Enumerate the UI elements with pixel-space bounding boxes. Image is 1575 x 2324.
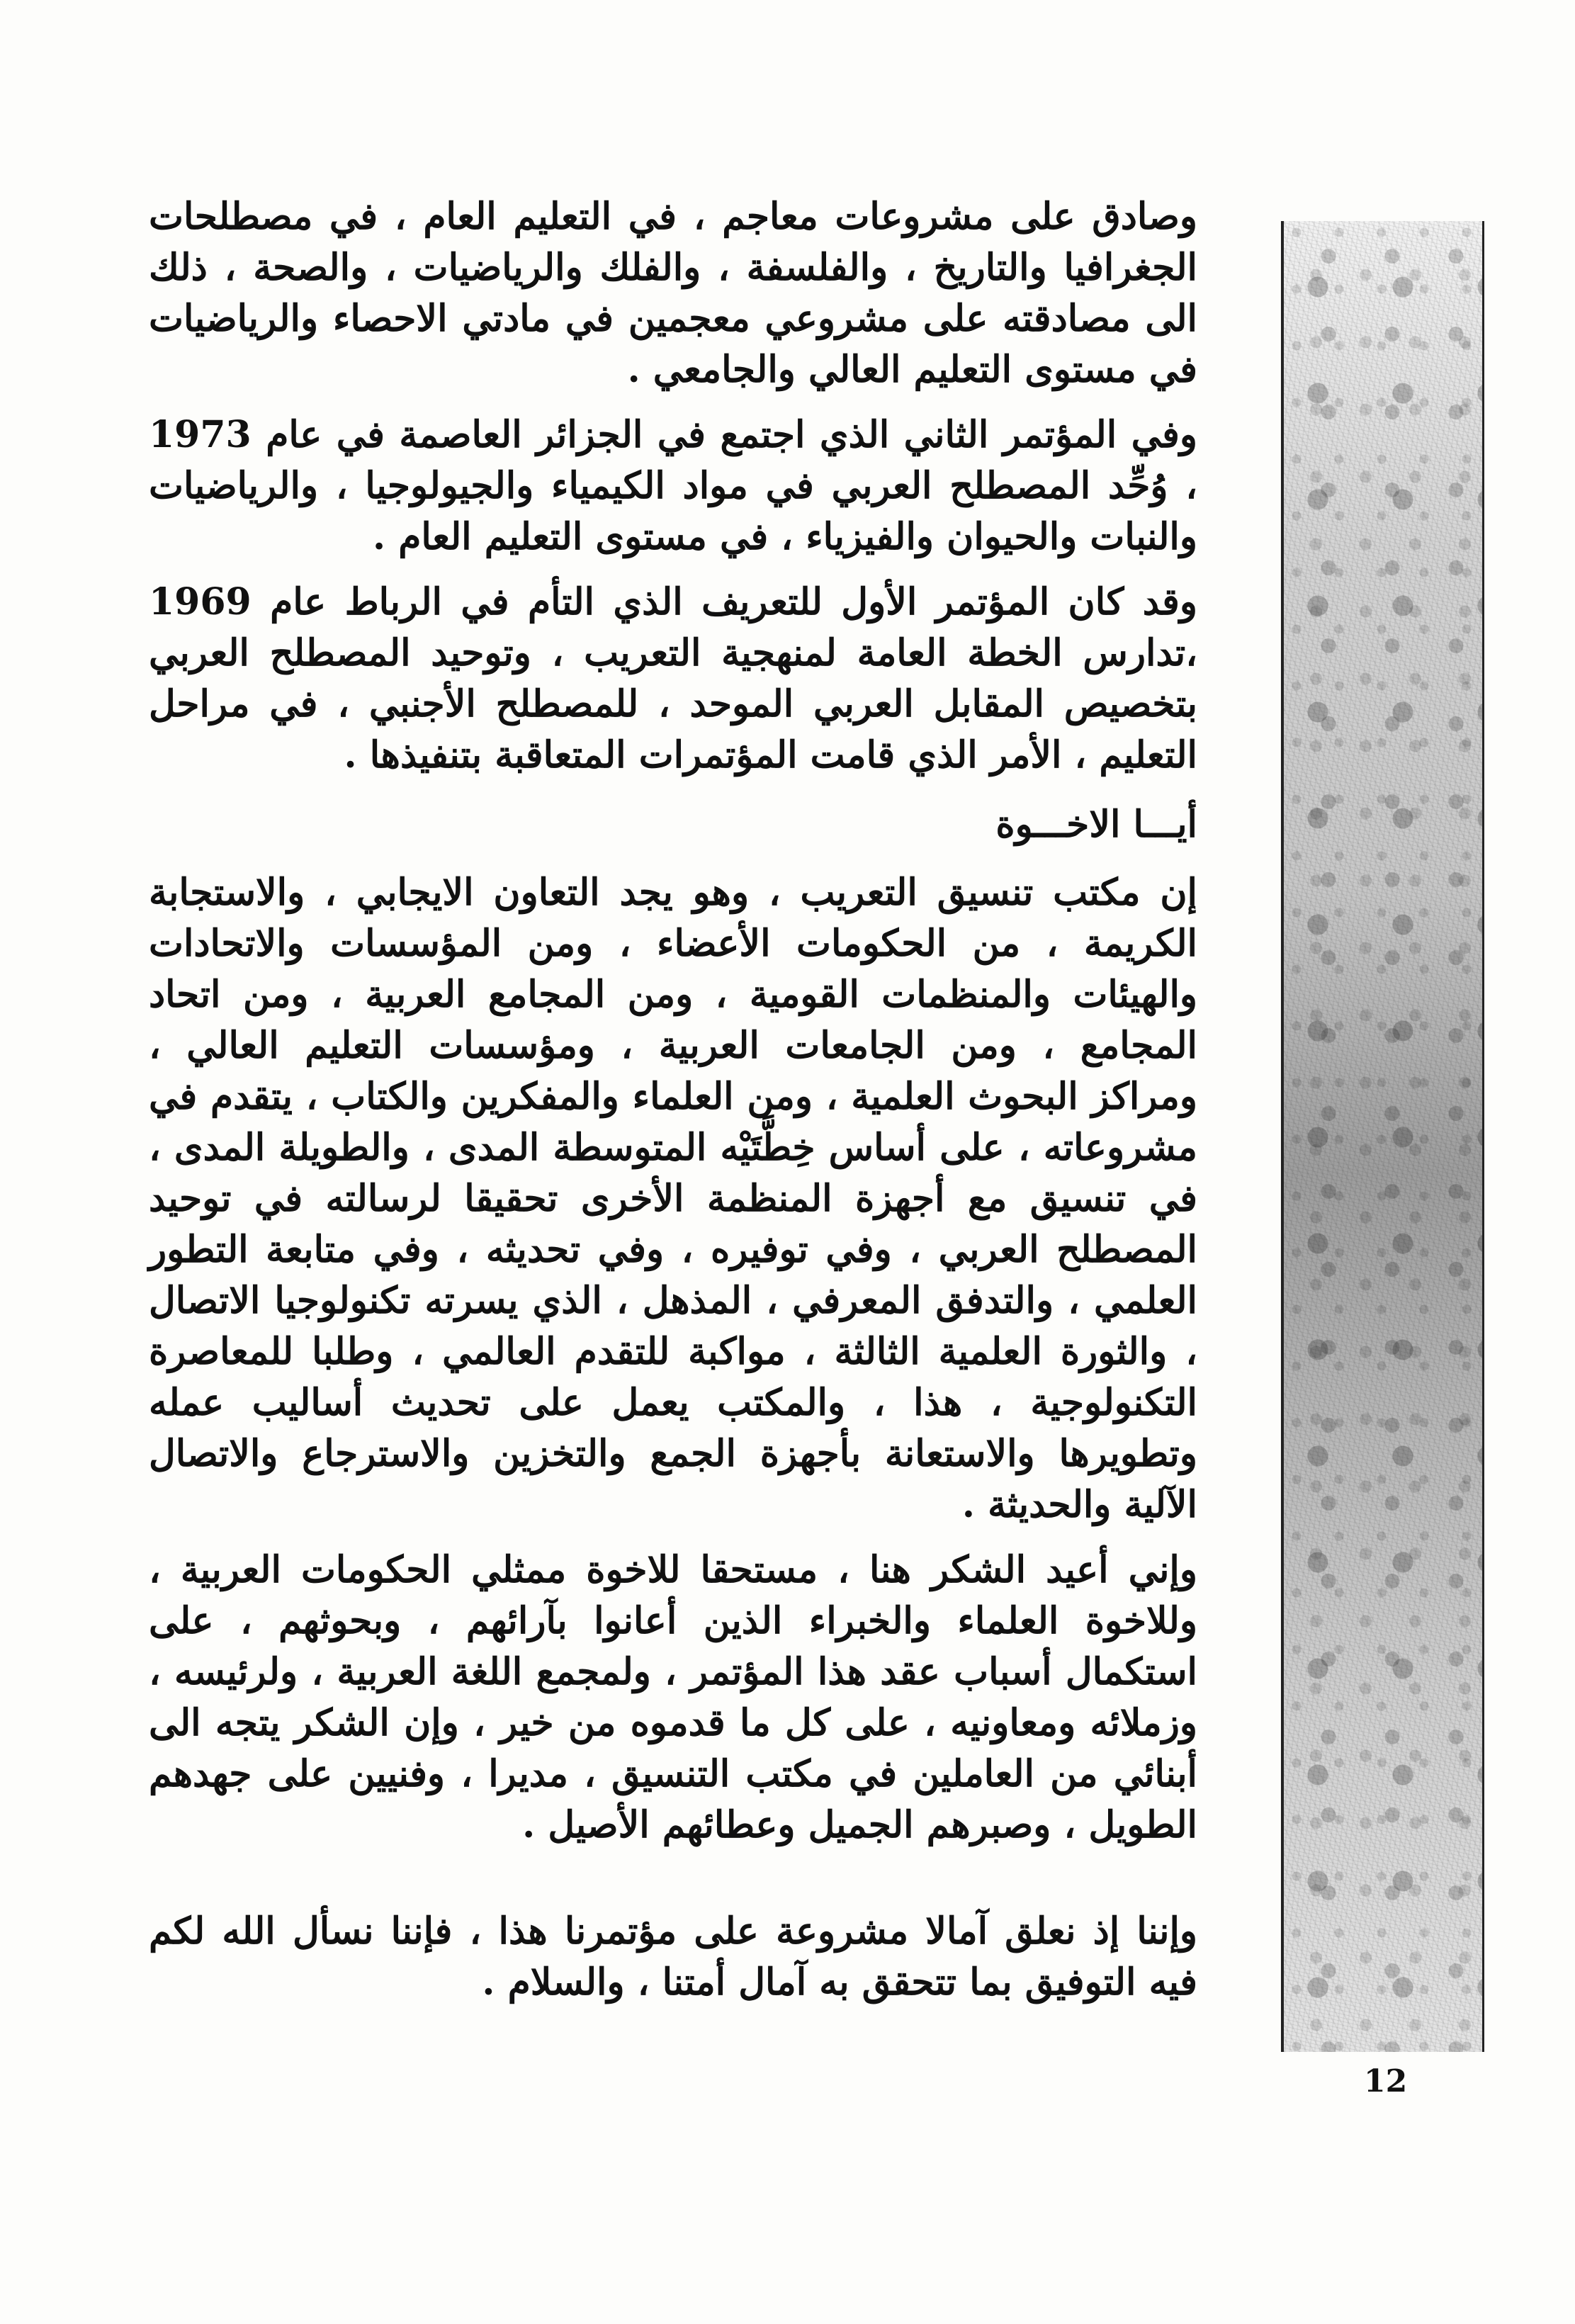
paragraph-thanks: وإني أعيد الشكر هنا ، مستحقا للاخوة ممثلي الحكومات العربية ، وللاخوة العلماء والخبراء الذين أعانوا بآرائهم ، وبحوثهم ، على استكمال أسباب عقد هذا المؤتمر ، ولمجمع اللغة العربية ، ولرئيسه ، وزملائه ومعاونيه ، على كل ما قدموه من خير ، وإن الشكر يتجه الى أبنائي من العاملين في مكتب التنسيق ، مديرا ، وفنيين على جهدهم الطويل ، وصبرهم الجميل وعطائهم الأصيل .: [149, 1548, 1197, 1846]
page-number: 12: [1364, 2063, 1408, 2099]
paragraph-coordination-office: إن مكتب تنسيق التعريب ، وهو يجد التعاون الايجابي ، والاستجابة الكريمة ، من الحكومات الأعضاء ، ومن المؤسسات والاتحادات والهيئات والمنظمات القومية ، ومن المجامع العربية ، ومن اتحاد المجامع ، ومن الجامعات العربية ، ومؤسسات التعليم العالي ، ومراكز البحوث العلمية ، ومن العلماء والمفكرين والكتاب ، يتقدم في مشروعاته ، على أساس خِطَّتَيْه المتوسطة المدى ، والطويلة المدى ، في تنسيق مع أجهزة المنظمة الأخرى تحقيقا لرسالته في توحيد المصطلح العربي ، وفي توفيره ، وفي تحديثه ، وفي متابعة التطور العلمي ، والتدفق المعرفي ، المذهل ، الذي يسرته تكنولوجيا الاتصال ، والثورة العلمية الثالثة ، مواكبة للتقدم العالمي ، وطلبا للمعاصرة التكنولوجية ، هذا ، والمكتب يعمل على تحديث أساليب عمله وتطويرها والاستعانة بأجهزة الجمع والتخزين والاسترجاع والاتصال الآلية والحديثة .: [149, 871, 1197, 1526]
paragraph-closing: وإننا إذ نعلق آمالا مشروعة على مؤتمرنا هذا ، فإننا نسأل الله لكم فيه التوفيق بما تتحقق به آمال أمتنا ، والسلام .: [149, 1910, 1197, 2004]
paragraph-address: أيـــا الاخـــوة: [995, 803, 1197, 846]
paragraph-second-conference: وفي المؤتمر الثاني الذي اجتمع في الجزائر العاصمة في عام 1973 ، وُحِّد المصطلح العربي في مواد الكيمياء والجيولوجيا ، والرياضيات والنبات والحيوان والفيزياء ، في مستوى التعليم العام .: [149, 413, 1197, 558]
body-text: [149, 191, 1197, 2022]
decorative-side-band: [1281, 221, 1484, 2052]
paragraph-first-conference: وقد كان المؤتمر الأول للتعريف الذي التأم في الرباط عام 1969 ،تدارس الخطة العامة لمنهجية التعريب ، وتوحيد المصطلح العربي بتخصيص المقابل العربي الموحد ، للمصطلح الأجنبي ، في مراحل التعليم ، الأمر الذي قامت المؤتمرات المتعاقبة بتنفيذها .: [149, 580, 1197, 777]
paragraph-terminology-approval: وصادق على مشروعات معاجم ، في التعليم العام ، في مصطلحات الجغرافيا والتاريخ ، والفلسفة ، والفلك والرياضيات ، والصحة ، ذلك الى مصادقته على مشروعي معجمين في مادتي الاحصاء والرياضيات في مستوى التعليم العالي والجامعي .: [149, 195, 1197, 391]
